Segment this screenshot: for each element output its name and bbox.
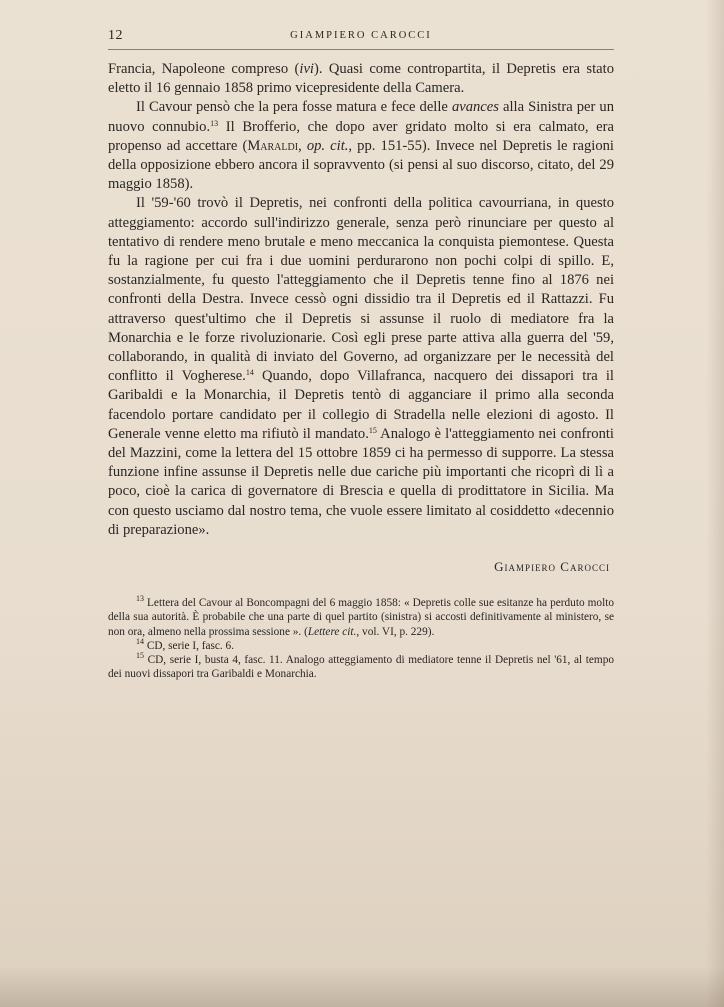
footnote-ref-13[interactable]: 13 — [210, 118, 219, 128]
running-title: GIAMPIERO CAROCCI — [290, 30, 432, 41]
header-rule — [108, 49, 614, 50]
paragraph-3: Il '59-'60 trovò il Depretis, nei confronti della politica cavourriana, in questo atteggiamento: accordo sull'indirizzo generale, senza però rinunciare per questo al tentativo di rendere meno brutale e meno meccanica la conquista piemontese. Questa fu la ragione per cui fra i due uomini perdurarono non pochi colpi di spillo. E, sostanzialmente, fu questo l'atteggiamento che il Depretis tenne fino al 1876 nei confronti della Destra. Invece cessò ogni dissidio tra il Depretis ed il Rattazzi. Fu attraverso quest'ultimo che il Depretis si assunse il ruolo di mediatore fra la Monarchia e le forze rivoluzionarie. Così egli prese parte attiva alla guerra del '59, collaborando, in qualità di inviato del Governo, ad organizzare per le necessità del conflitto il Vogherese.$^{14}$ Quando, dopo Villafranca, nacquero dei dissapori tra il Garibaldi e la Monarchia, il Depretis tentò di agganciare il primo alla seconda facendolo portare candidato per il collegio di Stradella nelle elezioni di agosto. Il Generale venne eletto ma rifiutò il mandato.$^{15}$ Analogo è l'atteggiamento nei confronti del Mazzini, come la lettera del 15 ottobre 1859 ci ha permesso di supporre. La stessa funzione infine assunse il Depretis nelle due cariche più importanti che ricoprì di lì a poco, cioè la carica di governatore di Brescia e quella di prodittatore in Sicilia. Ma con questo usciamo dal nostro tema, che vuole essere limitato al cosiddetto «decennio di preparazione». — [108, 195, 614, 538]
footnote-ref-15[interactable]: 15 — [368, 425, 377, 435]
footnotes — [108, 596, 614, 682]
paragraph-2: Il Cavour pensò che la pera fosse matura e fece delle avances alla Sinistra per un nuovo connubio.$^{13}$ Il Brofferio, che dopo aver gridato molto si era calmato, era propenso ad accettare (Maraldi, op. cit., pp. 151-55). Invece nel Depretis le ragioni della opposizione ebbero ancora il sopravvento (si pensi al suo discorso, citato, del 29 maggio 1858). — [108, 99, 615, 193]
page-bottom-shadow — [0, 967, 724, 1007]
footnote-15: $^{15}$ CD, serie I, busta 4, fasc. 11. Analogo atteggiamento di mediatore tenne il Depretis nel '61, al tempo dei nuovi dissapori tra Garibaldi e Monarchia. — [108, 651, 614, 681]
page-header — [108, 28, 614, 48]
author-signature: Giampiero Carocci — [494, 559, 610, 574]
paragraph-1: Francia, Napoleone compreso (ivi). Quasi come contropartita, il Depretis era stato eletto il 16 gennaio 1858 primo vicepresidente della Camera. — [108, 61, 614, 97]
page-edge-shadow — [706, 0, 724, 1007]
footnote-14: $^{14}$ CD, serie I, fasc. 6. — [136, 636, 235, 652]
page-number: 12 — [108, 28, 123, 43]
footnote-13: $^{13}$ Lettera del Cavour al Boncompagni del 6 maggio 1858: « Depretis colle sue esitanze ha perduto molto della sua autorità. È probabile che una parte di quel partito (sinistra) si accosti definitivamente al ministero, se non ora, almeno nella prossima sessione ». (Lettere cit., vol. VI, p. 229). — [108, 594, 614, 638]
footnote-ref-14[interactable]: 14 — [245, 368, 254, 378]
body-text — [108, 60, 614, 540]
